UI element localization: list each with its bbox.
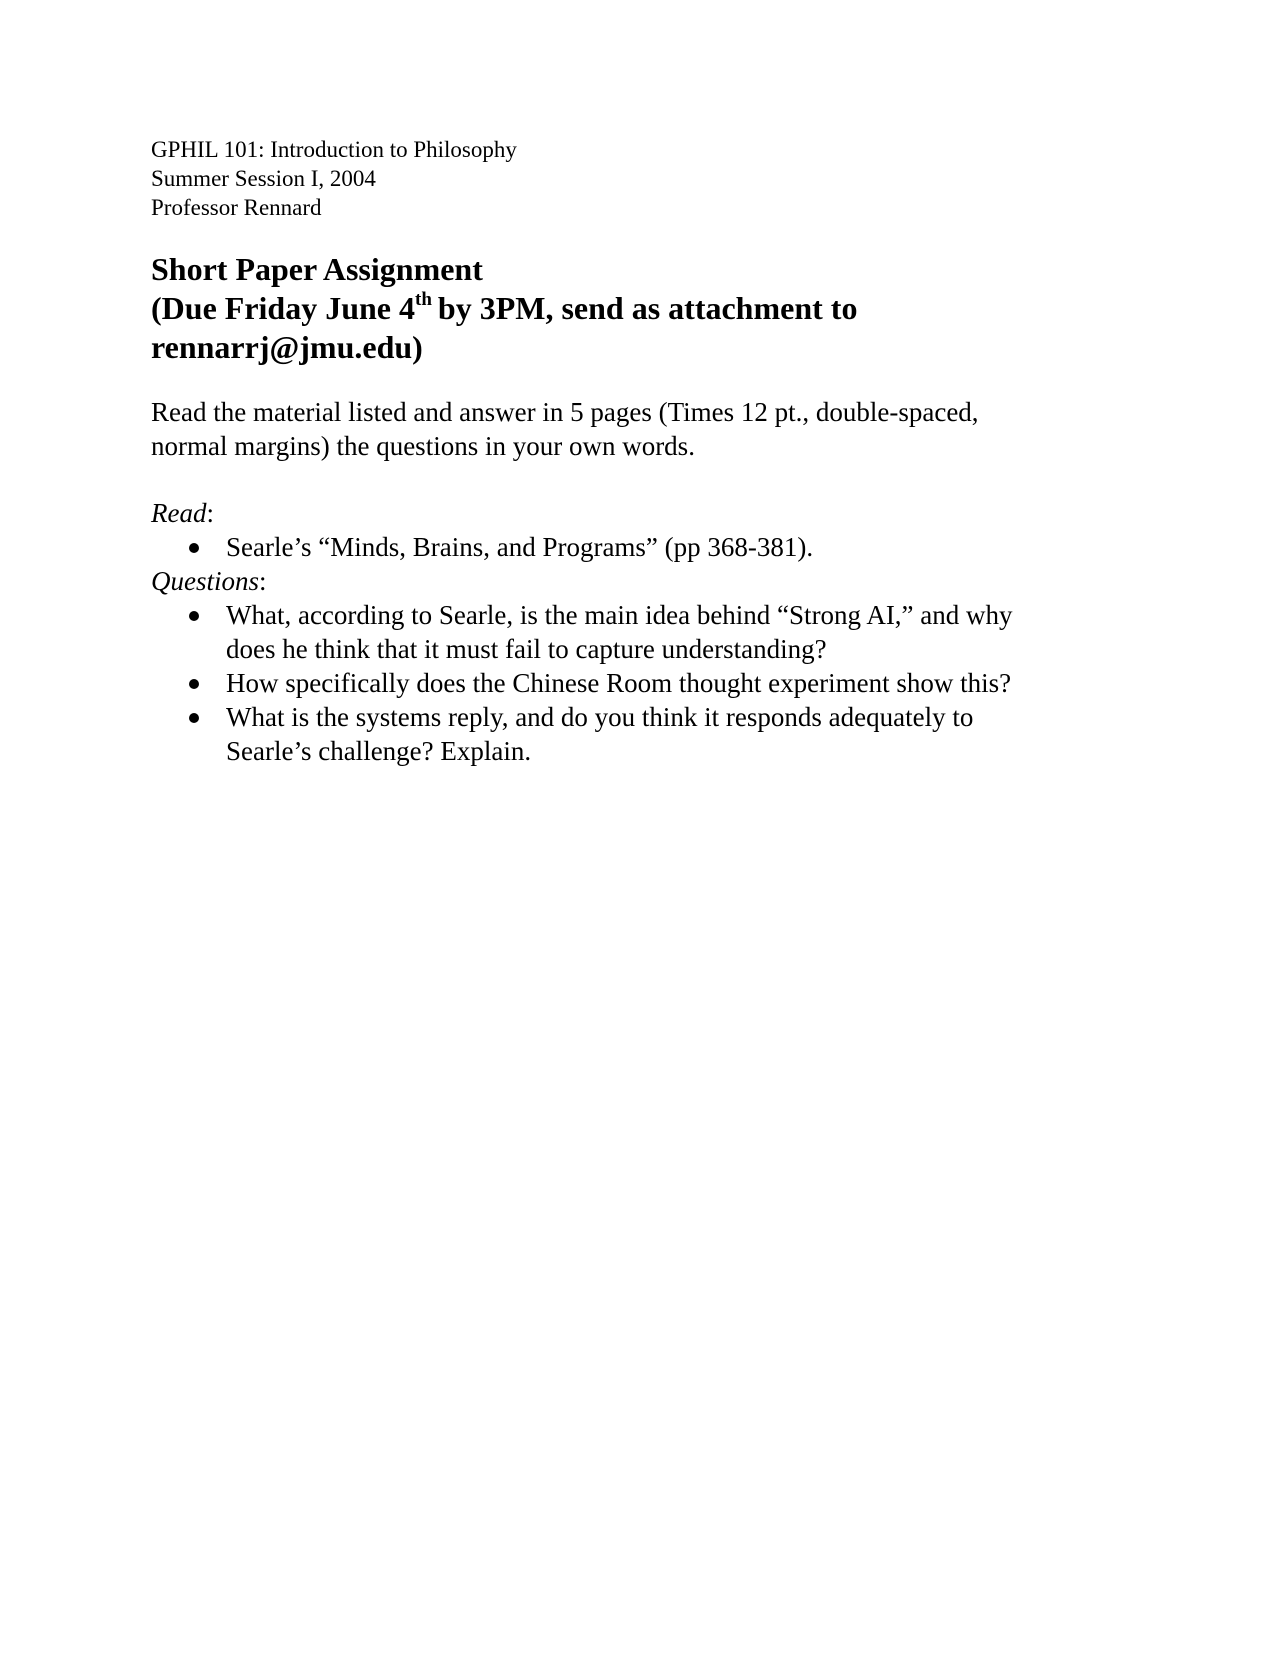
course-session: Summer Session I, 2004: [151, 166, 376, 191]
assignment-email: rennarrj@jmu.edu): [151, 329, 423, 365]
questions-section-label: [151, 564, 1111, 598]
list-item: [151, 700, 1111, 768]
instructions-line-1: Read the material listed and answer in 5 pages (Times 12 pt., double-spaced,: [151, 397, 979, 427]
reading-list: [151, 530, 1111, 564]
due-date-text: (Due Friday June 4: [151, 290, 415, 326]
bullet-icon: [189, 679, 199, 689]
reading-item-text: Searle’s “Minds, Brains, and Programs” (pp 368-381).: [226, 532, 814, 562]
bullet-icon: [189, 713, 199, 723]
assignment-title-line-1: Short Paper Assignment: [151, 251, 483, 287]
assignment-body: [151, 395, 1111, 768]
list-item: [151, 666, 1111, 700]
bullet-icon: [189, 543, 199, 553]
questions-list: [151, 598, 1111, 768]
due-date-ordinal: th: [415, 289, 432, 310]
questions-label-text: Questions: [151, 566, 259, 596]
question-3-line-1: What is the systems reply, and do you think it responds adequately to: [226, 702, 974, 732]
bullet-icon: [189, 611, 199, 621]
course-title: GPHIL 101: Introduction to Philosophy: [151, 137, 517, 162]
list-item: [151, 598, 1111, 666]
assignment-title: [151, 250, 1131, 367]
question-3-line-2: Searle’s challenge? Explain.: [226, 736, 532, 766]
read-section-label: [151, 496, 1111, 530]
questions-label-colon: :: [259, 566, 267, 596]
question-1-line-2: does he think that it must fail to capture understanding?: [226, 634, 827, 664]
read-label-colon: :: [206, 498, 214, 528]
question-2-line-1: How specifically does the Chinese Room thought experiment show this?: [226, 668, 1012, 698]
list-item: [151, 530, 1111, 564]
due-time-text: by 3PM, send as attachment to: [437, 290, 858, 326]
assignment-due-line: [151, 289, 1131, 328]
read-label-text: Read: [151, 498, 207, 528]
course-header: [151, 135, 517, 222]
course-professor: Professor Rennard: [151, 195, 322, 220]
instructions-paragraph: [151, 395, 1111, 463]
question-1-line-1: What, according to Searle, is the main idea behind “Strong AI,” and why: [226, 600, 1013, 630]
instructions-line-2: normal margins) the questions in your own words.: [151, 431, 695, 461]
